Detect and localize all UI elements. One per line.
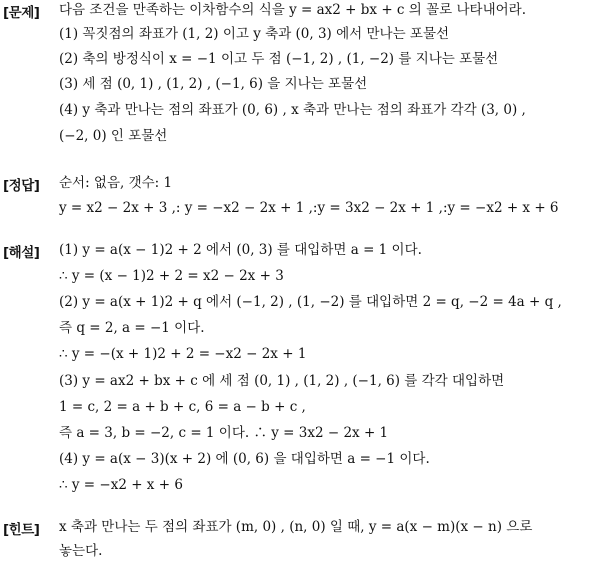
answer-meta: 순서: 없음, 갯수: 1	[59, 175, 173, 191]
explanation-line-4: 즉 q = 2, a = −1 이다.	[59, 320, 205, 336]
answer-tag: [정답]	[3, 178, 40, 194]
answer-formulas: y = x2 − 2x + 3 ,: y = −x2 − 2x + 1 ,:y = 3x2 − 2x + 1 ,:y = −x2 + x + 6	[59, 200, 559, 216]
condition-1: (1) 꼭짓점의 좌표가 (1, 2) 이고 y 축과 (0, 3) 에서 만나는 포물선	[59, 26, 450, 42]
problem-intro: 다음 조건을 만족하는 이차함수의 식을 y = ax2 + bx + c 의 꼴로 나타내어라.	[59, 2, 526, 18]
explanation-line-8: 즉 a = 3, b = −2, c = 1 이다. ∴ y = 3x2 − 2x + 1	[59, 425, 389, 441]
explanation-line-7: 1 = c, 2 = a + b + c, 6 = a − b + c ,	[59, 399, 306, 415]
hint-line-1: x 축과 만나는 두 점의 좌표가 (m, 0) , (n, 0) 일 때, y = a(x − m)(x − n) 으로	[59, 519, 533, 535]
hint-tag: [힌트]	[3, 522, 40, 538]
hint-line-2: 놓는다.	[59, 543, 103, 559]
explanation-line-5: ∴ y = −(x + 1)2 + 2 = −x2 − 2x + 1	[59, 346, 307, 362]
condition-2: (2) 축의 방정식이 x = −1 이고 두 점 (−1, 2) , (1, −2) 를 지나는 포물선	[59, 51, 499, 67]
explanation-line-9: (4) y = a(x − 3)(x + 2) 에 (0, 6) 을 대입하면 a = −1 이다.	[59, 451, 430, 467]
explanation-line-2: ∴ y = (x − 1)2 + 2 = x2 − 2x + 3	[59, 268, 284, 284]
explanation-line-10: ∴ y = −x2 + x + 6	[59, 477, 183, 493]
explanation-line-6: (3) y = ax2 + bx + c 에 세 점 (0, 1) , (1, 2) , (−1, 6) 를 각각 대입하면	[59, 373, 505, 389]
explanation-tag: [해설]	[3, 245, 40, 261]
problem-tag: [문제]	[3, 5, 40, 21]
condition-4: (4) y 축과 만나는 점의 좌표가 (0, 6) , x 축과 만나는 점의 좌표가 각각 (3, 0) ,	[59, 102, 526, 118]
explanation-line-1: (1) y = a(x − 1)2 + 2 에서 (0, 3) 를 대입하면 a = 1 이다.	[59, 242, 422, 258]
condition-4-cont: (−2, 0) 인 포물선	[59, 128, 168, 144]
explanation-line-3: (2) y = a(x + 1)2 + q 에서 (−1, 2) , (1, −2) 를 대입하면 2 = q, −2 = 4a + q ,	[59, 294, 562, 310]
condition-3: (3) 세 점 (0, 1) , (1, 2) , (−1, 6) 을 지나는 포물선	[59, 76, 368, 92]
